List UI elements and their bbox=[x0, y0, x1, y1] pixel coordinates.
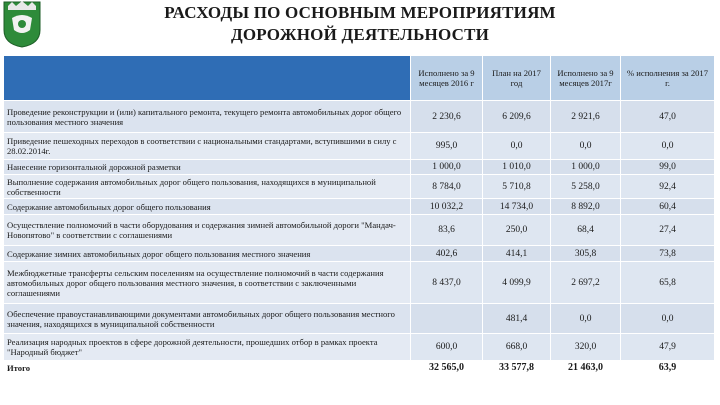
total-value: 33 577,8 bbox=[482, 361, 550, 374]
cell-value: 600,0 bbox=[410, 334, 482, 360]
cell-value: 5 710,8 bbox=[482, 175, 550, 198]
table-row bbox=[4, 133, 714, 159]
cell-value: 0,0 bbox=[550, 133, 620, 159]
table-row bbox=[4, 199, 714, 214]
header-blank-cell bbox=[4, 56, 410, 100]
expenses-table bbox=[4, 55, 714, 375]
cell-value: 2 230,6 bbox=[410, 101, 482, 132]
cell-value: 60,4 bbox=[620, 199, 714, 214]
cell-value: 995,0 bbox=[410, 133, 482, 159]
cell-value: 305,8 bbox=[550, 246, 620, 261]
cell-value: 0,0 bbox=[620, 304, 714, 333]
column-header: Исполнено за 9 месяцев 2016 г bbox=[410, 56, 482, 100]
table-row bbox=[4, 175, 714, 198]
cell-value: 68,4 bbox=[550, 215, 620, 245]
row-label: Обеспечение правоустанавливающими документами автомобильных дорог общего пользования местного значения, находящихся в муниципальной собственности bbox=[4, 304, 410, 333]
cell-value: 320,0 bbox=[550, 334, 620, 360]
page-title bbox=[60, 2, 660, 46]
cell-value: 65,8 bbox=[620, 262, 714, 303]
expenses-table-container bbox=[4, 55, 714, 403]
row-label: Реализация народных проектов в сфере дорожной деятельности, прошедших отбор в рамках проекта "Народный бюджет" bbox=[4, 334, 410, 360]
cell-value: 99,0 bbox=[620, 160, 714, 174]
cell-value: 1 000,0 bbox=[550, 160, 620, 174]
cell-value: 5 258,0 bbox=[550, 175, 620, 198]
cell-value: 0,0 bbox=[482, 133, 550, 159]
row-label: Приведение пешеходных переходов в соответствии с национальными стандартами, вступившими в силу с 28.02.2014г. bbox=[4, 133, 410, 159]
cell-value: 8 437,0 bbox=[410, 262, 482, 303]
table-row bbox=[4, 160, 714, 174]
cell-value: 481,4 bbox=[482, 304, 550, 333]
title-line-1: РАСХОДЫ ПО ОСНОВНЫМ МЕРОПРИЯТИЯМ bbox=[164, 3, 556, 22]
cell-value: 14 734,0 bbox=[482, 199, 550, 214]
row-label: Нанесение горизонтальной дорожной разметки bbox=[4, 160, 410, 174]
total-row bbox=[4, 361, 714, 374]
table-header-row bbox=[4, 56, 714, 100]
cell-value: 414,1 bbox=[482, 246, 550, 261]
row-label: Межбюджетные трансферты сельским поселениям на осуществление полномочий в части содержания автомобильных дорог общего пользования местного значения, в соответствии с заключенными соглашениями bbox=[4, 262, 410, 303]
column-header: Исполнено за 9 месяцев 2017г bbox=[550, 56, 620, 100]
cell-value: 2 697,2 bbox=[550, 262, 620, 303]
cell-value: 668,0 bbox=[482, 334, 550, 360]
table-row bbox=[4, 262, 714, 303]
cell-value: 1 010,0 bbox=[482, 160, 550, 174]
total-label: Итого bbox=[4, 361, 410, 374]
cell-value: 402,6 bbox=[410, 246, 482, 261]
cell-value: 47,9 bbox=[620, 334, 714, 360]
row-label: Содержание автомобильных дорог общего пользования bbox=[4, 199, 410, 214]
cell-value: 27,4 bbox=[620, 215, 714, 245]
coat-of-arms-icon bbox=[2, 0, 42, 48]
table-row bbox=[4, 334, 714, 360]
table-row bbox=[4, 304, 714, 333]
cell-value: 83,6 bbox=[410, 215, 482, 245]
row-label: Выполнение содержания автомобильных дорог общего пользования, находящихся в муниципальной собственности bbox=[4, 175, 410, 198]
title-line-2: ДОРОЖНОЙ ДЕЯТЕЛЬНОСТИ bbox=[230, 25, 490, 44]
cell-value: 250,0 bbox=[482, 215, 550, 245]
total-value: 21 463,0 bbox=[550, 361, 620, 374]
cell-value: 47,0 bbox=[620, 101, 714, 132]
row-label: Проведение реконструкции и (или) капитального ремонта, текущего ремонта автомобильных дорог общего пользования местного значения bbox=[4, 101, 410, 132]
row-label: Содержание зимних автомобильных дорог общего пользования местного значения bbox=[4, 246, 410, 261]
column-header: План на 2017 год bbox=[482, 56, 550, 100]
cell-value: 8 892,0 bbox=[550, 199, 620, 214]
cell-value: 0,0 bbox=[550, 304, 620, 333]
cell-value: 8 784,0 bbox=[410, 175, 482, 198]
table-row bbox=[4, 215, 714, 245]
cell-value: 2 921,6 bbox=[550, 101, 620, 132]
cell-value bbox=[410, 304, 482, 333]
cell-value: 1 000,0 bbox=[410, 160, 482, 174]
column-header: % исполнения за 2017 г. bbox=[620, 56, 714, 100]
table-row bbox=[4, 101, 714, 132]
cell-value: 10 032,2 bbox=[410, 199, 482, 214]
total-value: 63,9 bbox=[620, 361, 714, 374]
table-row bbox=[4, 246, 714, 261]
cell-value: 4 099,9 bbox=[482, 262, 550, 303]
cell-value: 73,8 bbox=[620, 246, 714, 261]
row-label: Осуществление полномочий в части оборудования и содержания зимней автомобильной дороги "Мандач-Новопятово" в соответствии с соглашениями bbox=[4, 215, 410, 245]
cell-value: 6 209,6 bbox=[482, 101, 550, 132]
cell-value: 92,4 bbox=[620, 175, 714, 198]
cell-value: 0,0 bbox=[620, 133, 714, 159]
total-value: 32 565,0 bbox=[410, 361, 482, 374]
